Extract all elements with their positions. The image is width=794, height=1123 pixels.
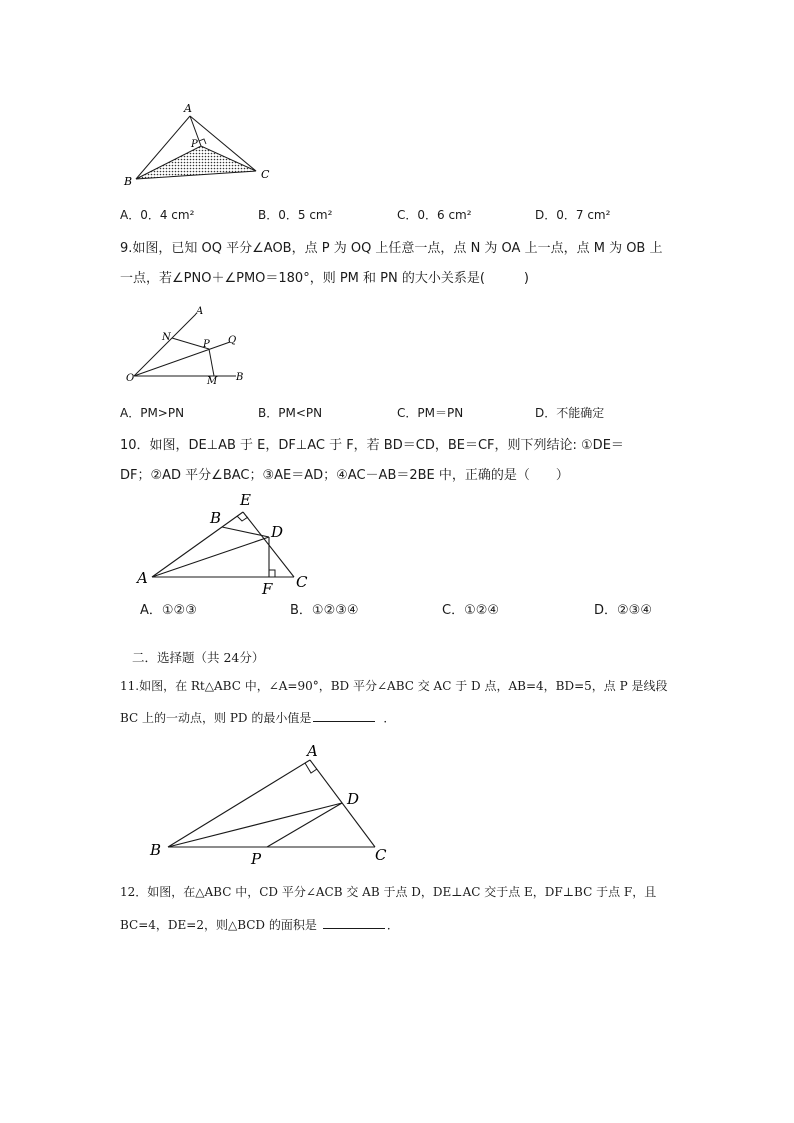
q10-text-line2: DF；②AD 平分∠BAC；③AE＝AD；④AC－AB＝2BE 中，正确的是（ ） [120,468,569,483]
q8-option-c: C．0．6 cm² [397,208,472,222]
q8-shaded-triangle [136,146,256,179]
q10-line-ad [152,537,269,577]
q11-text-line2-suffix: ． [383,711,396,725]
q9-option-c: C．PM＝PN [397,406,464,420]
q9-figure [120,300,250,390]
q10-label-c: C [296,573,308,591]
q11-label-b: B [150,841,162,859]
q12-text-line2-suffix: ． [386,918,399,932]
section-2-title: 二．选择题（共 24分） [132,650,265,665]
q11-text-line2-prefix: BC 上的一动点，则 PD 的最小值是 [120,711,312,725]
q11-line-pd [267,803,342,847]
q8-option-b: B．0．5 cm² [258,208,333,222]
q9-option-d: D．不能确定 [535,406,605,420]
q11-figure [145,740,395,870]
q10-option-a: A．①②③ [140,603,197,618]
q9-label-b: B [236,372,244,383]
q9-ray-oq [134,342,230,376]
q9-text-line2: 一点，若∠PNO＋∠PMO＝180°，则 PM 和 PN 的大小关系是( ) [120,271,529,286]
q10-label-a: A [137,569,148,587]
q11-text-line2 [120,710,395,724]
q8-label-c: C [261,168,270,181]
q11-label-p: P [251,850,262,868]
q10-line-bd [222,527,269,537]
q10-line-ae [152,512,243,577]
q9-label-q: Q [228,335,237,346]
q8-label-a: A [184,102,192,115]
q11-right-angle-a [305,763,317,773]
q11-label-c: C [375,846,387,864]
q11-line-ac [310,760,375,847]
q9-label-o: O [126,373,135,384]
q10-option-d: D．②③④ [594,603,652,618]
q10-option-c: C．①②④ [442,603,500,618]
q8-option-d: D．0．7 cm² [535,208,611,222]
q10-label-f: F [262,580,273,598]
q10-figure [130,485,320,597]
q10-label-e: E [240,491,251,509]
q8-option-a: A．0．4 cm² [120,208,195,222]
q11-text-line1: 11.如图，在 Rt△ABC 中，∠A=90°，BD 平分∠ABC 交 AC 于 D 点，AB=4，BD=5，点 P 是线段 [120,679,668,693]
q12-text-line2-prefix: BC=4，DE=2，则△BCD 的面积是 [120,918,317,932]
q9-segment-pm [209,349,214,376]
q11-label-a: A [307,742,318,760]
q11-label-d: D [347,790,360,808]
q9-text-line1: 9.如图，已知 OQ 平分∠AOB，点 P 为 OQ 上任意一点，点 N 为 OA 上一点，点 M 为 OB 上 [120,241,663,256]
q11-line-bd [168,803,342,847]
q9-label-m: M [207,376,218,387]
q9-ray-oa [134,314,196,376]
q8-label-b: B [124,175,133,188]
q9-option-a: A．PM>PN [120,406,185,420]
q9-label-a: A [196,306,204,317]
q12-text-line1: 12．如图，在△ABC 中，CD 平分∠ACB 交 AB 于点 D，DE⊥AC 交于点 E，DF⊥BC 于点 F，且 [120,885,657,899]
q10-right-angle-f [269,570,275,577]
q12-text-line2 [120,917,399,931]
q8-figure [120,98,280,190]
q8-label-p: P [191,139,198,150]
q10-text-line1: 10．如图，DE⊥AB 于 E，DF⊥AC 于 F，若 BD＝CD，BE＝CF，则下列结论: ①DE＝ [120,438,624,453]
q12-answer-blank[interactable] [323,917,385,929]
q10-label-d: D [271,523,284,541]
q10-option-b: B．①②③④ [290,603,359,618]
q9-label-p: P [203,339,210,350]
q9-label-n: N [162,332,171,343]
q9-option-b: B．PM<PN [258,406,323,420]
q10-label-b: B [210,509,222,527]
q11-answer-blank[interactable] [313,710,375,722]
